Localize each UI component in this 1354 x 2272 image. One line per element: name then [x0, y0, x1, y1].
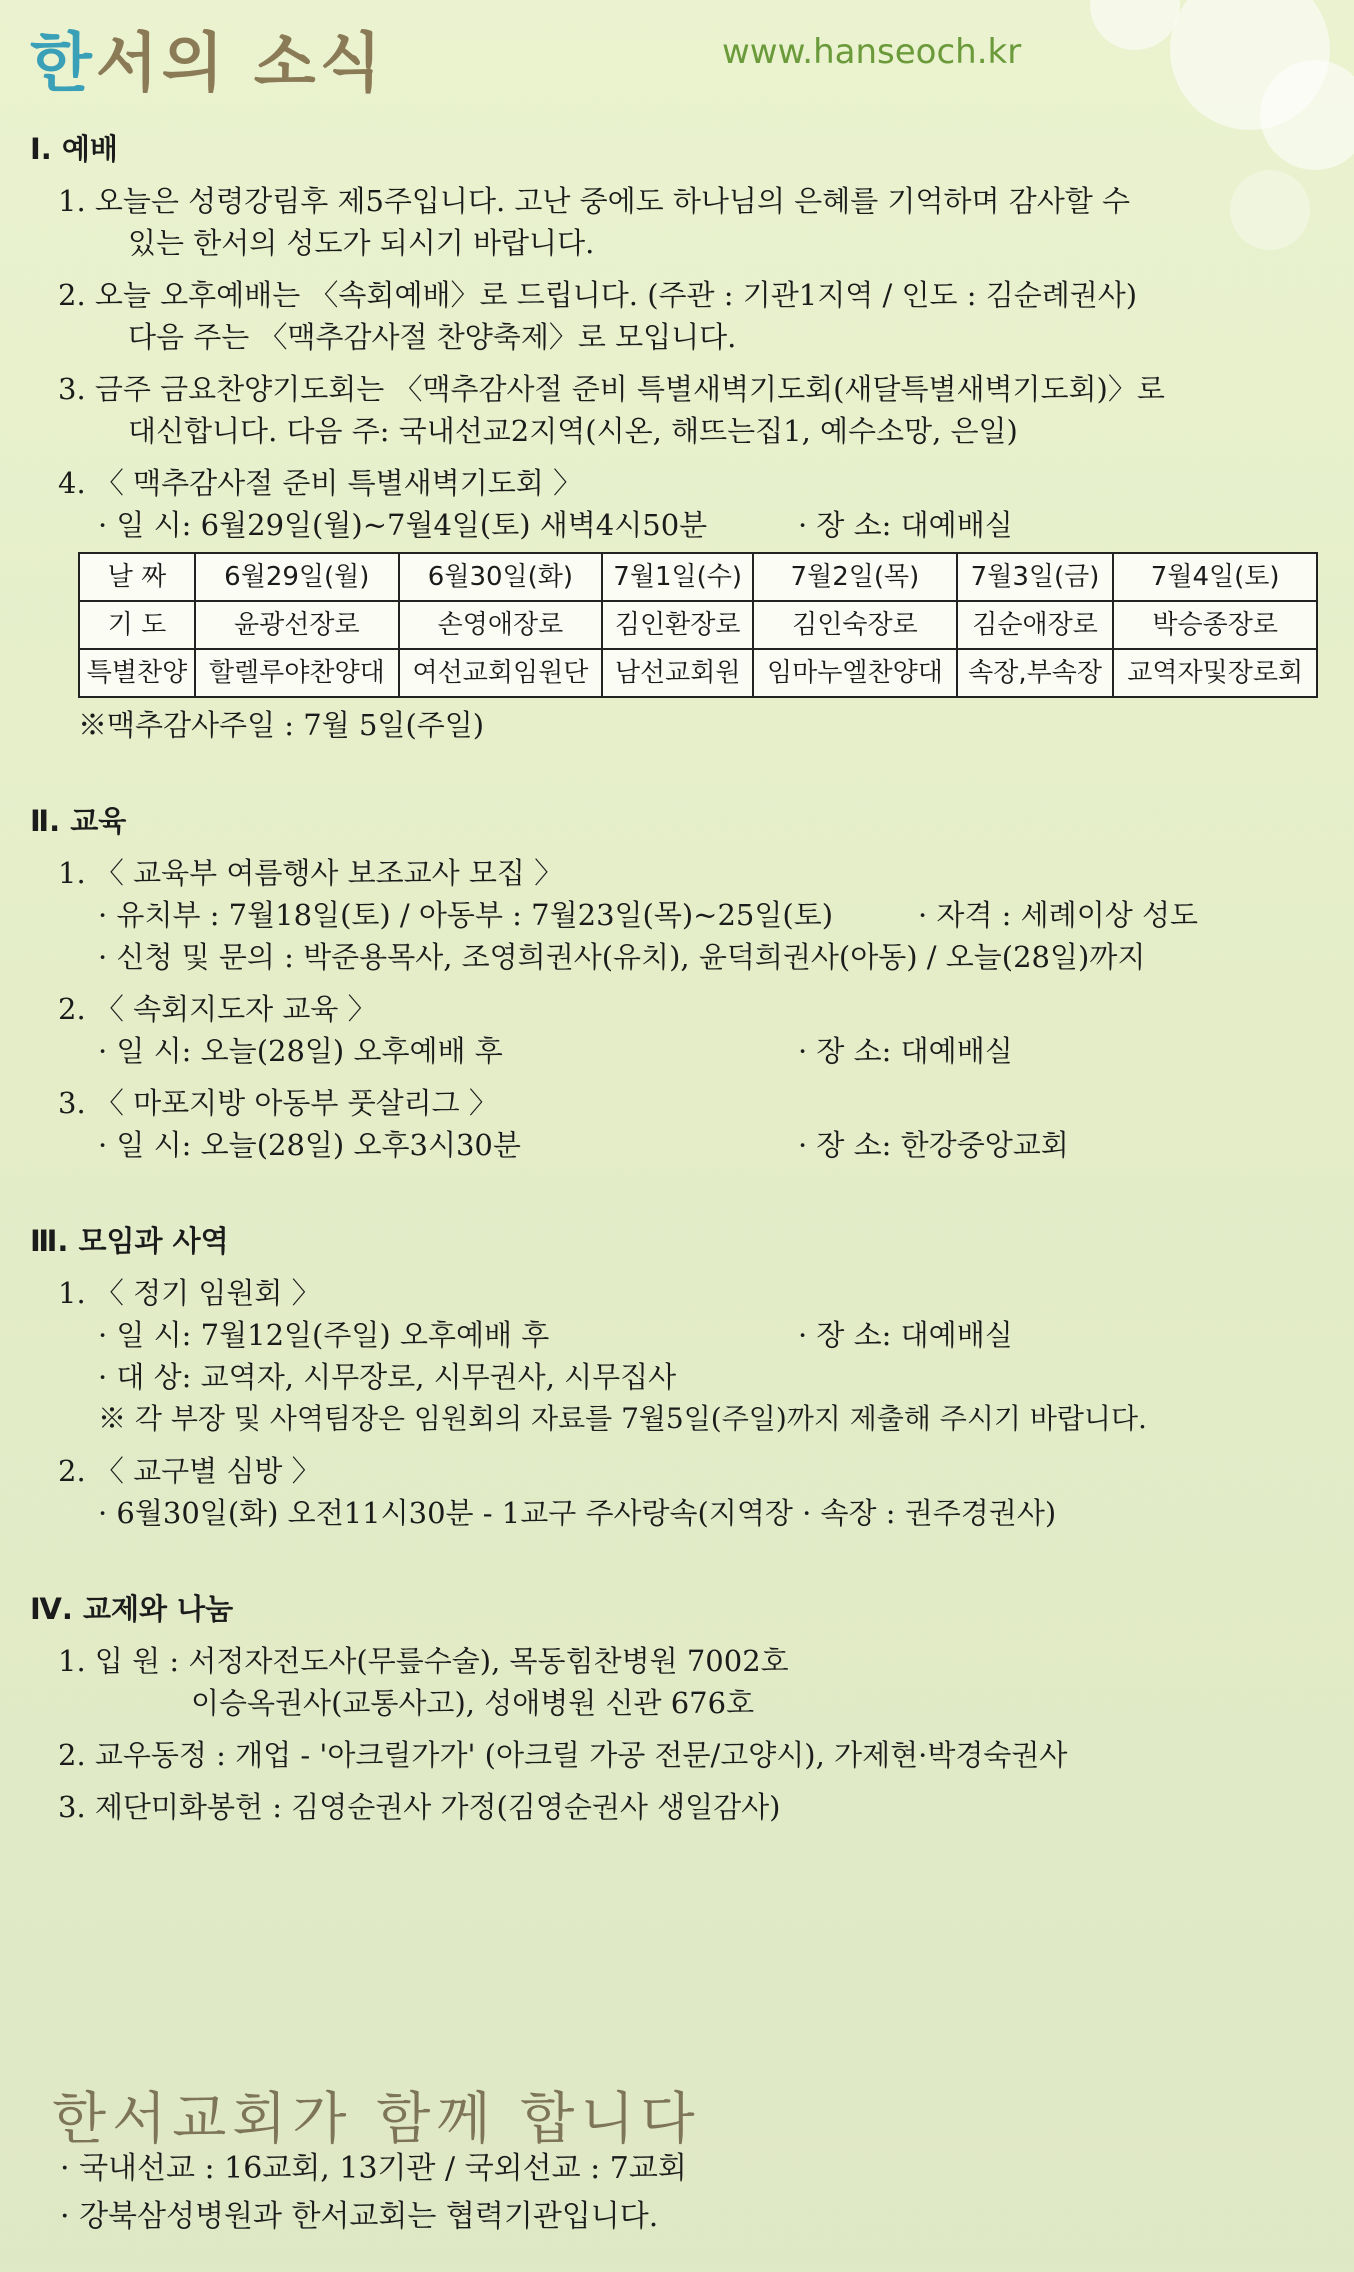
- list-item: 4. 〈 맥추감사절 준비 특별새벽기도회 〉 · 일 시: 6월29일(월)~7월4일(토) 새벽4시50분 · 장 소: 대예배실: [58, 466, 1013, 542]
- list-item: 2. 교우동정 : 개업 - '아크릴가가' (아크릴 가공 전문/고양시), 가제현·박경숙권사: [58, 1738, 1068, 1772]
- list-item: 3. 제단미화봉헌 : 김영순권사 가정(김영순권사 생일감사): [58, 1790, 781, 1824]
- page-title: 한서의 소식: [30, 27, 386, 101]
- section-title-fellowship: Ⅳ. 교제와 나눔: [30, 1592, 234, 1626]
- list-item: 1. 입 원 : 서정자전도사(무릎수술), 목동힘찬병원 7002호 이승옥권사(교통사고), 성애병원 신관 676호: [58, 1644, 789, 1720]
- content: Ⅰ. 예배 1. 오늘은 성령강림후 제5주입니다. 고난 중에도 하나님의 은혜를 기억하며 감사할 수 있는 한서의 성도가 되시기 바랍니다. 2. 오늘 오후예배는 〈속회예배〉로 드립니다. (주관 : 기관1지역 / 인도 : 김순례권사) 다음 주는 〈맥추감사절 찬양축제〉로 모입니다. 3. 금주 금요찬양기도회는 〈맥추감사절 준비 특별새벽기도회(새달특별새벽기도회)〉로 대신합니다. 다음 주: 국내선교2지역(시온, 해뜨는집1, 예수소망, 은일) 4. 〈 맥추감사절 준비 특별새벽기도회 〉 · 일 시: 6월29일(월)~7월4일(토) 새벽4시50분 · 장 소: 대예배실 날 짜 6월29일(월) 6월30일(화) 7월1일(수) 7월2일(목) 7월3일(금) 7월4일(토) 기 도 윤광선장로 손영애장로 김인환장로 김인숙장로 김순애장로 박승종장로 특별찬양 할렐루야찬양대 여선교회임원단 남선교회원 임마누엘찬양대 속장,부속장 교역자및장로회 ※맥추감사주일 : 7월 5일(주일) Ⅱ. 교육 1. 〈 교육부 여름행사 보조교사 모집 〉 · 유치부 : 7월18일(토) / 아동부 : 7월23일(목)~25일(토) · 자격 : 세례이상 성도 · 신청 및 문의 : 박준용목사, 조영희권사(유치), 윤덕희권사(아동) / 오늘(28일)까지 2. 〈 속회지도자 교육 〉 · 일 시: 오늘(28일) 오후예배 후 · 장 소: 대예배실 3. 〈 마포지방 아동부 풋살리그 〉 · 일 시: 오늘(28일) 오후3시30분 · 장 소: 한강중앙교회 Ⅲ. 모임과 사역 1. 〈 정기 임원회 〉 · 일 시: 7월12일(주일) 오후예배 후 · 장 소: 대예배실 · 대 상: 교역자, 시무장로, 시무권사, 시무집사 ※ 각 부장 및 사역팀장은 임원회의 자료를 7월5일(주일)까지 제출해 주시기 바랍니다. 2. 〈 교구별 심방 〉 · 6월30일(화) 오전11시30분 - 1교구 주사랑속(지역장 · 속장 : 권주경권사) Ⅳ. 교제와 나눔 1. 입 원 : 서정자전도사(무릎수술), 목동힘찬병원 7002호 이승옥권사(교통사고), 성애병원 신관 676호 2. 교우동정 : 개업 - '아크릴가가' (아크릴 가공 전문/고양시), 가제현·박경숙권사 3. 제단미화봉헌 : 김영순권사 가정(김영순권사 생일감사): [30, 128, 1320, 1828]
- table-row: 날 짜 6월29일(월) 6월30일(화) 7월1일(수) 7월2일(목) 7월3일(금) 7월4일(토): [79, 553, 1317, 601]
- footer-title: 한서교회가 함께 합니다: [52, 2087, 701, 2152]
- list-item: 2. 〈 속회지도자 교육 〉 · 일 시: 오늘(28일) 오후예배 후 · 장 소: 대예배실: [58, 992, 1013, 1068]
- footer-info: · 국내선교 : 16교회, 13기관 / 국외선교 : 7교회 · 강북삼성병원과 한서교회는 협력기관입니다.: [60, 2151, 687, 2234]
- table-row: 기 도 윤광선장로 손영애장로 김인환장로 김인숙장로 김순애장로 박승종장로: [79, 601, 1317, 649]
- list-item: 1. 〈 정기 임원회 〉 · 일 시: 7월12일(주일) 오후예배 후 · 장 소: 대예배실 · 대 상: 교역자, 시무장로, 시무권사, 시무집사 ※ 각 부장 및 사역팀장은 임원회의 자료를 7월5일(주일)까지 제출해 주시기 바랍니다.: [58, 1276, 1147, 1435]
- table-row: 특별찬양 할렐루야찬양대 여선교회임원단 남선교회원 임마누엘찬양대 속장,부속장 교역자및장로회: [79, 649, 1317, 697]
- flower-decoration: [1090, 0, 1180, 50]
- list-item: 3. 금주 금요찬양기도회는 〈맥추감사절 준비 특별새벽기도회(새달특별새벽기도회)〉로 대신합니다. 다음 주: 국내선교2지역(시온, 해뜨는집1, 예수소망, 은일): [58, 372, 1165, 448]
- list-item: 1. 〈 교육부 여름행사 보조교사 모집 〉 · 유치부 : 7월18일(토) / 아동부 : 7월23일(목)~25일(토) · 자격 : 세례이상 성도 · 신청 및 문의 : 박준용목사, 조영희권사(유치), 윤덕희권사(아동) / 오늘(28일)까지: [58, 856, 1198, 974]
- list-item: 2. 〈 교구별 심방 〉 · 6월30일(화) 오전11시30분 - 1교구 주사랑속(지역장 · 속장 : 권주경권사): [58, 1454, 1057, 1530]
- section-title-education: Ⅱ. 교육: [30, 804, 127, 838]
- website-link[interactable]: www.hanseoch.kr: [722, 32, 1022, 72]
- prayer-schedule-table: [78, 552, 1318, 698]
- section-title-ministry: Ⅲ. 모임과 사역: [30, 1224, 229, 1258]
- list-item: 2. 오늘 오후예배는 〈속회예배〉로 드립니다. (주관 : 기관1지역 / 인도 : 김순례권사) 다음 주는 〈맥추감사절 찬양축제〉로 모입니다.: [58, 278, 1138, 354]
- list-item: 1. 오늘은 성령강림후 제5주입니다. 고난 중에도 하나님의 은혜를 기억하며 감사할 수 있는 한서의 성도가 되시기 바랍니다.: [58, 184, 1130, 260]
- section-title-worship: Ⅰ. 예배: [30, 132, 118, 166]
- list-item: 3. 〈 마포지방 아동부 풋살리그 〉 · 일 시: 오늘(28일) 오후3시30분 · 장 소: 한강중앙교회: [58, 1086, 1069, 1162]
